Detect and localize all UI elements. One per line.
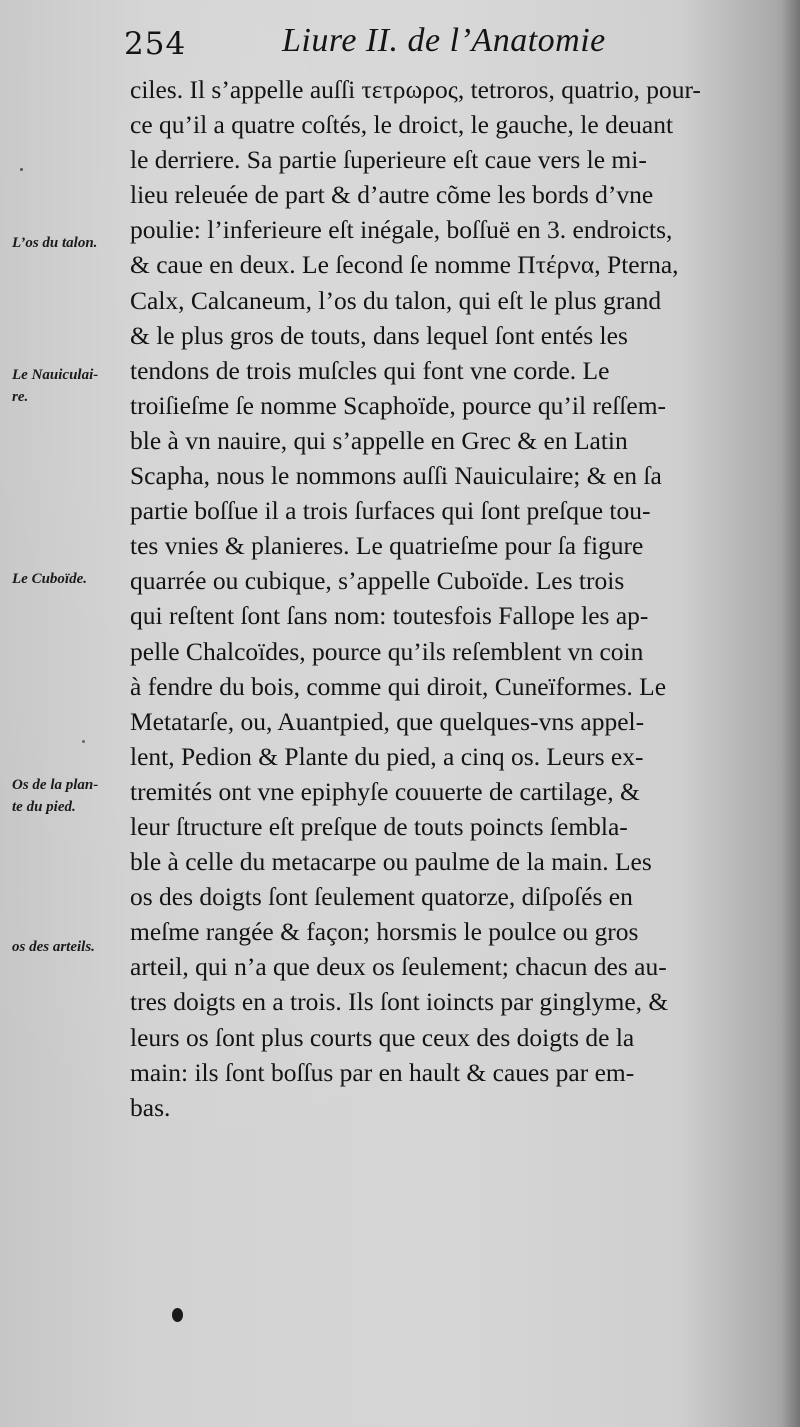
margin-note-plante-end: te du pied.: [12, 799, 76, 815]
text-line: le derriere. Sa partie ſuperieure eſt caue vers le mi-: [130, 145, 647, 175]
text-line: leurs os ſont plus courts que ceux des doigts de la: [130, 1022, 635, 1052]
text-line: tremités ont vne epiphyſe couuerte de cartilage, &: [130, 776, 640, 806]
text-line: arteil, qui n’a que deux os ſeulement; chacun des au-: [130, 952, 667, 982]
text-line: leur ſtructure eſt preſque de touts poincts ſembla-: [130, 811, 628, 841]
text-line: & caue en deux. Le ſecond ſe nomme Πτέρνα, Pterna,: [130, 250, 679, 280]
page-number: 254: [124, 26, 187, 62]
ink-speck: [20, 168, 23, 171]
running-head: Liure II. de l’Anatomie: [282, 22, 606, 59]
text-line: ce qu’il a quatre coſtés, le droict, le gauche, le deuant: [130, 110, 674, 140]
body-text: [130, 72, 730, 1125]
text-line: poulie: l’inferieure eſt inégale, boſſuë en 3. endroicts,: [130, 215, 673, 245]
text-line: ble à celle du metacarpe ou paulme de la main. Les: [130, 847, 652, 877]
margin-note-naviculaire: Le Nauiculai-: [12, 367, 99, 383]
text-line: à fendre du bois, comme qui diroit, Cuneïformes. Le: [130, 671, 667, 701]
text-line: main: ils ſont boſſus par en hault & caues par em-: [130, 1057, 635, 1087]
text-line: ble à vn nauire, qui s’appelle en Grec & en Latin: [130, 425, 628, 455]
text-line: Scapha, nous le nommons auſſi Nauiculaire; & en ſa: [130, 461, 662, 491]
text-line: & le plus gros de touts, dans lequel ſont entés les: [130, 320, 628, 350]
text-line: tendons de trois muſcles qui font vne corde. Le: [130, 355, 610, 385]
text-line: os des doigts ſont ſeulement quatorze, diſpoſés en: [130, 882, 633, 912]
page-edge-shadow: [782, 0, 800, 1427]
margin-note-plante: Os de la plan-: [12, 777, 99, 793]
margin-note-cuboide: Le Cuboïde.: [12, 571, 87, 587]
text-line: lieu releuée de part & d’autre cõme les bords d’vne: [130, 180, 654, 210]
text-line: tres doigts en a trois. Ils ſont ioincts par ginglyme, &: [130, 987, 669, 1017]
margin-note-arteils: os des arteils.: [12, 939, 95, 955]
text-line: ciles. Il s’appelle auſſi τετρωρος, tetroros, quatrio, pour-: [130, 75, 701, 104]
text-line: lent, Pedion & Plante du pied, a cinq os. Leurs ex-: [130, 741, 644, 771]
margin-note-talon: L’os du talon.: [12, 235, 98, 251]
margin-note-naviculaire-end: re.: [12, 389, 29, 405]
ink-speck: [172, 1308, 183, 1322]
text-line: qui reſtent ſont ſans nom: toutesfois Fallope les ap-: [130, 601, 649, 631]
text-line: Metatarſe, ou, Auantpied, que quelques-vns appel-: [130, 706, 645, 736]
page-header: [120, 18, 740, 70]
text-line: quarrée ou cubique, s’appelle Cuboïde. Les trois: [130, 566, 625, 596]
text-line: Calx, Calcaneum, l’os du talon, qui eſt le plus grand: [130, 285, 662, 315]
text-line: meſme rangée & façon; horsmis le poulce ou gros: [130, 917, 639, 947]
text-line: troiſieſme ſe nomme Scaphoïde, pource qu’il reſſem-: [130, 390, 667, 420]
text-line: bas.: [130, 1092, 171, 1122]
text-line: partie boſſue il a trois ſurfaces qui ſont preſque tou-: [130, 496, 651, 526]
ink-speck: [82, 740, 85, 743]
text-line: pelle Chalcoïdes, pource qu’ils reſemblent vn coin: [130, 636, 644, 666]
text-line: tes vnies & planieres. Le quatrieſme pour ſa figure: [130, 531, 644, 561]
